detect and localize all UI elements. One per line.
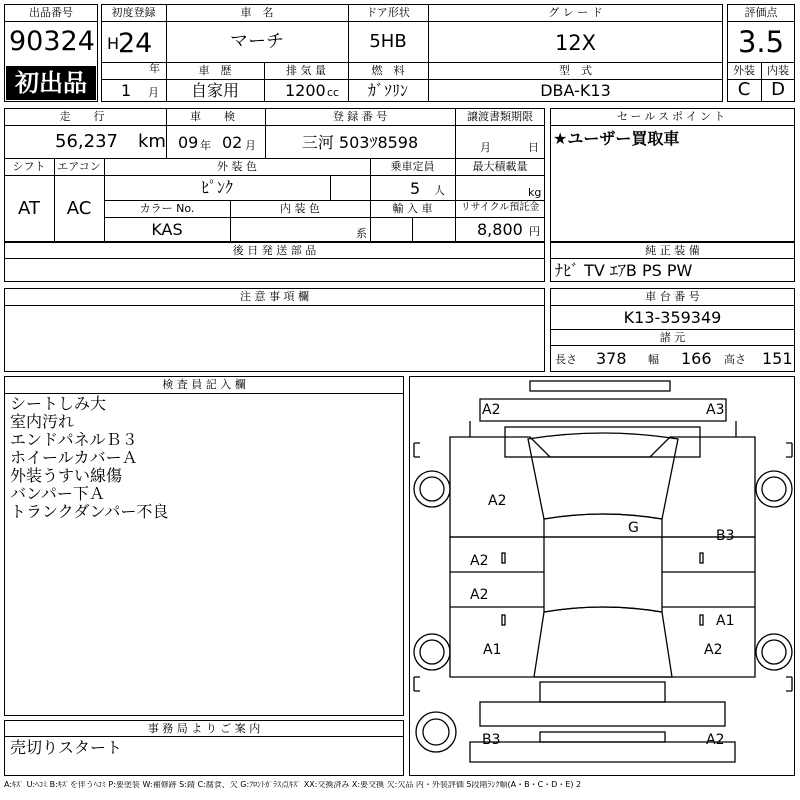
km-unit: km	[138, 131, 166, 152]
damage-mark: A2	[488, 493, 507, 509]
interior-label: 内 装 色	[280, 202, 320, 215]
year-unit: 年	[149, 62, 160, 75]
damage-mark: A2	[704, 642, 723, 658]
inspector-line: バンパー下Ａ	[10, 484, 105, 503]
inspection-label: 車 検	[190, 110, 241, 123]
dims-label: 諸 元	[659, 331, 686, 344]
insp-month-unit: 月	[245, 139, 256, 152]
month-unit: 月	[148, 86, 159, 99]
height-label: 高さ	[724, 353, 746, 366]
load-unit: kg	[528, 186, 542, 199]
width: 166	[681, 349, 712, 368]
colorno-label: カラー No.	[139, 202, 195, 215]
plate-label: 登 録 番 号	[332, 110, 388, 123]
mileage-label: 走 行	[59, 110, 111, 123]
recycle: 8,800	[477, 220, 523, 239]
shift-label: シフト	[12, 160, 46, 173]
chassis: K13-359349	[623, 308, 722, 327]
damage-mark: A2	[482, 402, 501, 418]
history-label: 車 歴	[198, 64, 232, 77]
damage-mark: A2	[470, 587, 489, 603]
insp-year-unit: 年	[200, 139, 211, 152]
import-label: 輸 入 車	[392, 202, 433, 215]
damage-mark: A1	[716, 613, 735, 629]
fuel-label: 燃 料	[371, 64, 405, 77]
displacement: 1200	[285, 81, 326, 100]
color-no: KAS	[151, 220, 183, 239]
yen-unit: 円	[529, 225, 540, 238]
name-label: 車 名	[240, 6, 274, 19]
length: 378	[596, 349, 627, 368]
plate: 三河 503ﾂ8598	[301, 133, 419, 152]
equipment-label: 純 正 装 備	[645, 244, 700, 257]
displacement-label: 排 気 量	[286, 64, 326, 77]
lot-label: 出品番号	[29, 6, 73, 19]
door-label: ドア形状	[366, 6, 410, 19]
grade-label: グ レ ー ド	[548, 6, 603, 19]
inspector-line: 外装うすい線傷	[10, 466, 123, 485]
inspector-line: トランクダンパー不良	[10, 502, 169, 521]
insp-month: 02	[222, 133, 243, 152]
fuel: ｶﾞｿﾘﾝ	[367, 81, 408, 100]
damage-mark: B3	[482, 732, 501, 748]
width-label: 幅	[648, 353, 659, 366]
insp-year: 09	[178, 133, 199, 152]
int-label: 内装	[767, 64, 789, 77]
sales-point: ★ユーザー買取車	[553, 129, 680, 148]
int-grade: D	[771, 79, 785, 100]
door-type: 5HB	[369, 31, 407, 52]
height: 151	[762, 349, 793, 368]
inspector-line: エンドパネルＢ３	[10, 430, 138, 449]
inspector-notes	[10, 395, 168, 521]
car-diagram	[409, 376, 795, 776]
lot-number: 90324	[9, 26, 95, 57]
damage-mark: A3	[706, 402, 725, 418]
legend: A:ｷｽﾞ U:ﾍｺﾐ B:ｷｽﾞを伴うﾍｺﾐ P:要塗装 W:補修跡 S:錆 C:腐食、欠 G:ﾌﾛﾝﾄｶﾞﾗｽ点ｷｽﾞ XX:交換済み X:要交換 欠:欠品 内・外装評価 5段階ﾗﾝｸ順(A・B・C・D・E) 2	[4, 781, 582, 789]
equipment: ﾅﾋﾞ TV ｴｱB PS PW	[555, 261, 693, 280]
cc-unit: cc	[327, 86, 340, 99]
reg-label: 初度登録	[111, 6, 156, 19]
capacity: 5	[410, 179, 421, 198]
grade: 12X	[554, 31, 597, 55]
transfer-month: 月	[480, 141, 491, 154]
inspector-line: 室内汚れ	[10, 412, 75, 431]
chassis-label: 車 台 番 号	[645, 290, 700, 303]
first-listing-badge: 初出品	[6, 66, 96, 100]
inspector-line: シートしみ大	[10, 394, 107, 413]
length-label: 長さ	[555, 353, 577, 366]
load-label: 最大積載量	[472, 160, 528, 173]
score-label: 評価点	[744, 6, 778, 19]
ac-label: エアコン	[57, 160, 101, 173]
reg-month: 1	[121, 81, 132, 100]
era: H	[107, 34, 120, 53]
transfer-label: 譲渡書類期限	[467, 110, 533, 123]
mileage: 56,237	[55, 131, 118, 152]
ext-label: 外装	[733, 64, 755, 77]
inspector-label: 検 査 員 記 入 欄	[162, 378, 246, 391]
score: 3.5	[737, 25, 785, 59]
transfer-day: 日	[528, 141, 539, 154]
notes-label: 注 意 事 項 欄	[240, 290, 309, 303]
car-name: マーチ	[230, 31, 284, 52]
capacity-label: 乗車定員	[390, 160, 435, 173]
damage-mark: G	[628, 520, 639, 536]
shift: AT	[18, 198, 40, 219]
office-label: 事 務 局 よ り ご 案 内	[147, 722, 261, 735]
color-label: 外 装 色	[217, 160, 257, 173]
color: ﾋﾟﾝｸ	[200, 178, 233, 197]
later-parts-label: 後 日 発 送 部 品	[232, 244, 317, 257]
person-unit: 人	[434, 184, 445, 197]
inspector-line: ホイールカバーＡ	[10, 448, 138, 467]
office-message: 売切りスタート	[10, 738, 123, 757]
reg-year: 24	[118, 28, 153, 59]
model: DBA-K13	[540, 81, 611, 100]
damage-mark: B3	[716, 528, 735, 544]
interior-unit: 系	[356, 227, 367, 240]
damage-mark: A2	[470, 553, 489, 569]
car-outline	[410, 377, 796, 777]
ext-grade: C	[737, 79, 751, 100]
damage-mark: A2	[706, 732, 725, 748]
model-label: 型 式	[559, 64, 592, 77]
history: 自家用	[190, 81, 239, 100]
damage-mark: A1	[483, 642, 502, 658]
ac: AC	[66, 198, 92, 219]
sales-point-label: セールスポイント	[616, 110, 728, 123]
recycle-label: リサイクル預託金	[460, 202, 540, 213]
